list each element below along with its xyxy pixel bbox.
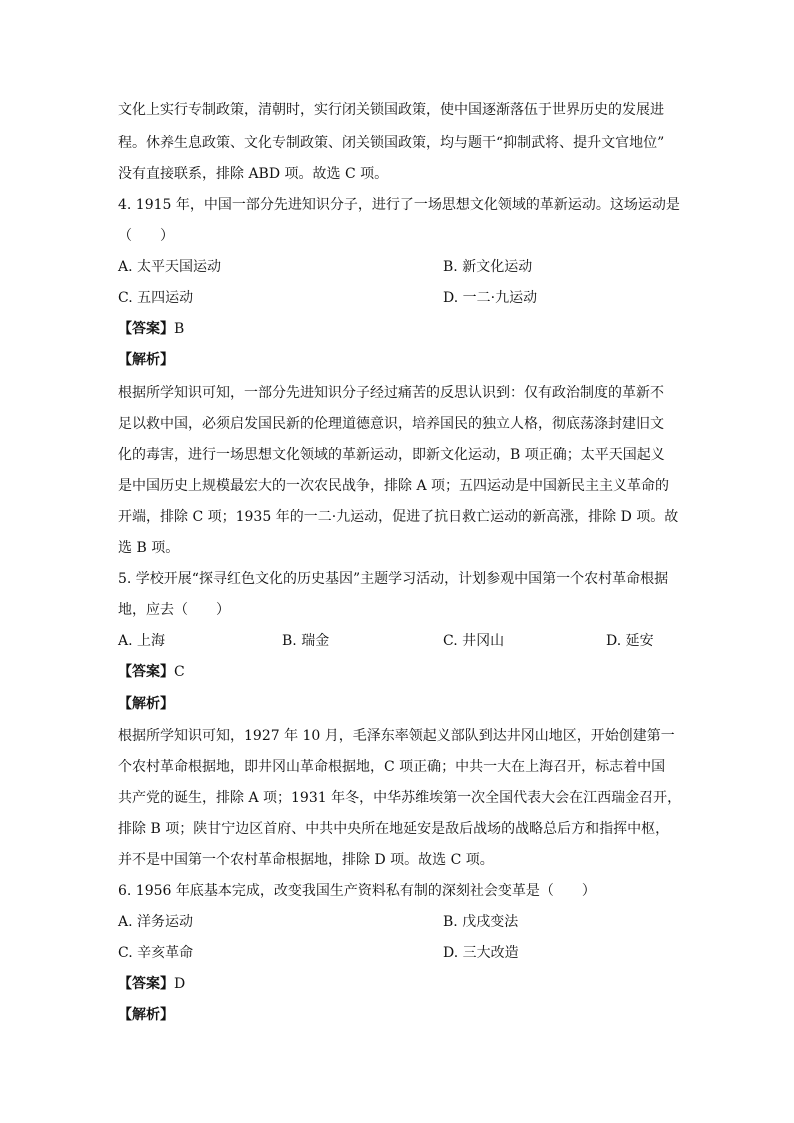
question-4-stem: （ ） bbox=[118, 228, 174, 244]
question-4-analysis-line: 足以救中国，必须启发国民新的伦理道德意识，培养国民的独立人格，彻底荡涤封建旧文 bbox=[118, 416, 664, 432]
question-6-option-b: B. 戊戌变法 bbox=[443, 914, 519, 930]
question-6-answer bbox=[118, 974, 185, 994]
question-5-analysis-line: 共产党的诞生，排除 A 项；1931 年冬，中华苏维埃第一次全国代表大会在江西瑞金召开， bbox=[118, 790, 682, 806]
prev-explanation-line: 没有直接联系，排除 ABD 项。故选 C 项。 bbox=[118, 166, 389, 182]
question-5-option-b: B. 瑞金 bbox=[282, 633, 330, 649]
question-4-analysis-label: 【解析】 bbox=[118, 352, 174, 368]
answer-value: B bbox=[174, 321, 185, 337]
question-5-answer bbox=[118, 662, 185, 682]
question-5-analysis-label: 【解析】 bbox=[118, 696, 174, 712]
question-4-analysis-line: 化的毒害，进行一场思想文化领域的革新运动，即新文化运动，B 项正确；太平天国起义 bbox=[118, 447, 665, 463]
question-5-analysis-line: 个农村革命根据地，即井冈山革命根据地，C 项正确；中共一大在上海召开，标志着中国 bbox=[118, 759, 666, 775]
question-4-analysis-line: 是中国历史上规模最宏大的一次农民战争，排除 A 项；五四运动是中国新民主主义革命的 bbox=[118, 478, 670, 494]
question-6-option-c: C. 辛亥革命 bbox=[118, 945, 194, 961]
question-5-option-d: D. 延安 bbox=[606, 633, 654, 649]
question-4-option-b: B. 新文化运动 bbox=[443, 259, 533, 275]
question-4-option-a: A. 太平天国运动 bbox=[118, 259, 222, 275]
question-5-analysis-line: 排除 B 项；陕甘宁边区首府、中共中央所在地延安是敌后战场的战略总后方和指挥中枢， bbox=[118, 821, 670, 837]
question-4-option-d: D. 一二·九运动 bbox=[443, 290, 538, 306]
answer-value: C bbox=[174, 664, 185, 680]
question-4-analysis-line: 根据所学知识可知，一部分先进知识分子经过痛苦的反思认识到：仅有政治制度的革新不 bbox=[118, 385, 664, 401]
prev-explanation-line: 文化上实行专制政策，清朝时，实行闭关锁国政策，使中国逐渐落伍于世界历史的发展进 bbox=[118, 102, 664, 118]
answer-label: 【答案】 bbox=[118, 664, 174, 680]
question-5-stem: 地，应去（ ） bbox=[118, 602, 230, 618]
question-5-analysis-line: 根据所学知识可知，1927 年 10 月，毛泽东率领起义部队到达井冈山地区，开始创建第一 bbox=[118, 728, 675, 744]
question-6-option-a: A. 洋务运动 bbox=[118, 914, 194, 930]
answer-value: D bbox=[174, 976, 186, 992]
question-4-answer bbox=[118, 319, 184, 339]
question-6-stem: 6. 1956 年底基本完成，改变我国生产资料私有制的深刻社会变革是（ ） bbox=[118, 883, 596, 899]
question-4-stem: 4. 1915 年，中国一部分先进知识分子，进行了一场思想文化领域的革新运动。这场运动是 bbox=[118, 197, 680, 213]
answer-label: 【答案】 bbox=[118, 321, 174, 337]
question-4-option-c: C. 五四运动 bbox=[118, 290, 194, 306]
prev-explanation-line: 程。休养生息政策、文化专制政策、闭关锁国政策，均与题干“抑制武将、提升文官地位” bbox=[118, 135, 665, 151]
answer-label: 【答案】 bbox=[118, 976, 174, 992]
question-5-option-c: C. 井冈山 bbox=[443, 633, 505, 649]
question-5-option-a: A. 上海 bbox=[118, 633, 166, 649]
question-6-option-d: D. 三大改造 bbox=[443, 945, 519, 961]
question-6-analysis-label: 【解析】 bbox=[118, 1007, 174, 1023]
question-5-analysis-line: 并不是中国第一个农村革命根据地，排除 D 项。故选 C 项。 bbox=[118, 852, 494, 868]
question-4-analysis-line: 选 B 项。 bbox=[118, 540, 180, 556]
question-5-stem: 5. 学校开展“探寻红色文化的历史基因”主题学习活动，计划参观中国第一个农村革命根据 bbox=[118, 571, 669, 587]
question-4-analysis-line: 开端，排除 C 项；1935 年的一二·九运动，促进了抗日救亡运动的新高涨，排除 D 项。故 bbox=[118, 509, 679, 525]
